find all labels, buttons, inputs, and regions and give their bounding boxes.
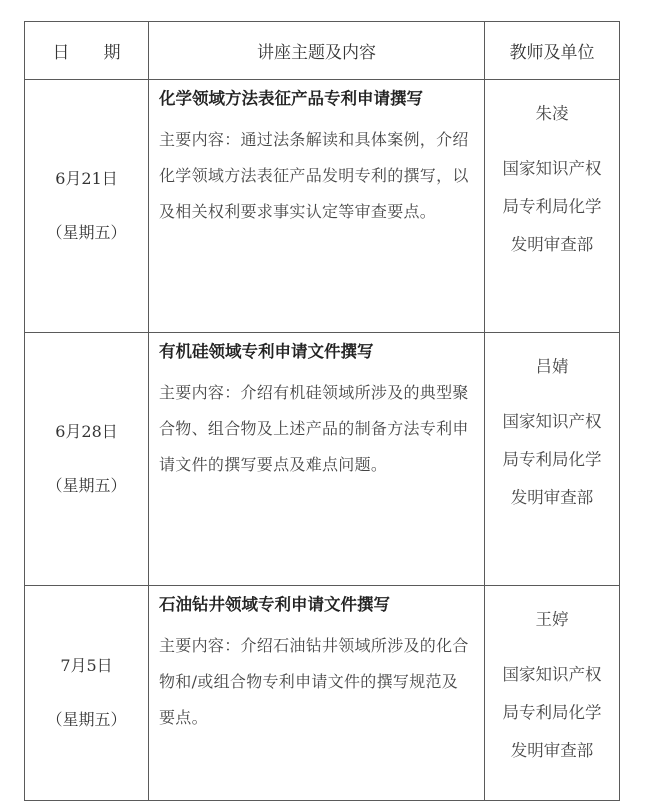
lecture-title: 石油钻井领域专利申请文件撰写 <box>159 595 390 614</box>
header-teacher: 教师及单位 <box>485 22 620 80</box>
teacher-org: 国家知识产权局专利局化学发明审查部 <box>502 159 602 254</box>
header-date: 日 期 <box>25 22 149 80</box>
lecture-content: 主要内容：介绍石油钻井领域所涉及的化合物和/或组合物专利申请文件的撰写规范及要点。 <box>159 636 469 727</box>
teacher-cell <box>485 333 620 586</box>
table-row <box>25 586 620 801</box>
lecture-date: 6月28日 <box>55 422 118 441</box>
lecture-content: 主要内容：介绍有机硅领域所涉及的典型聚合物、组合物及上述产品的制备方法专利申请文件的撰写要点及难点问题。 <box>159 383 469 474</box>
lecture-date: 6月21日 <box>55 169 118 188</box>
lecture-title: 化学领域方法表征产品专利申请撰写 <box>159 89 423 108</box>
topic-cell <box>149 80 485 333</box>
lecture-content: 主要内容：通过法条解读和具体案例，介绍化学领域方法表征产品发明专利的撰写，以及相关权利要求事实认定等审查要点。 <box>159 130 469 221</box>
lecture-schedule-table <box>24 21 620 801</box>
topic-cell <box>149 333 485 586</box>
teacher-cell <box>485 80 620 333</box>
lecture-weekday: （星期五） <box>46 223 127 242</box>
table-row <box>25 333 620 586</box>
topic-cell <box>149 586 485 801</box>
lecture-weekday: （星期五） <box>46 476 127 495</box>
date-cell <box>25 586 149 801</box>
teacher-name: 朱凌 <box>535 104 569 123</box>
lecture-weekday: （星期五） <box>46 710 127 729</box>
header-topic: 讲座主题及内容 <box>149 22 485 80</box>
lecture-date: 7月5日 <box>60 656 113 675</box>
teacher-org: 国家知识产权局专利局化学发明审查部 <box>502 665 602 760</box>
teacher-org: 国家知识产权局专利局化学发明审查部 <box>502 412 602 507</box>
table-row <box>25 80 620 333</box>
teacher-name: 吕婧 <box>535 357 569 376</box>
teacher-name: 王婷 <box>535 610 569 629</box>
date-cell <box>25 80 149 333</box>
header-row <box>25 22 620 80</box>
date-cell <box>25 333 149 586</box>
lecture-title: 有机硅领域专利申请文件撰写 <box>159 342 374 361</box>
teacher-cell <box>485 586 620 801</box>
